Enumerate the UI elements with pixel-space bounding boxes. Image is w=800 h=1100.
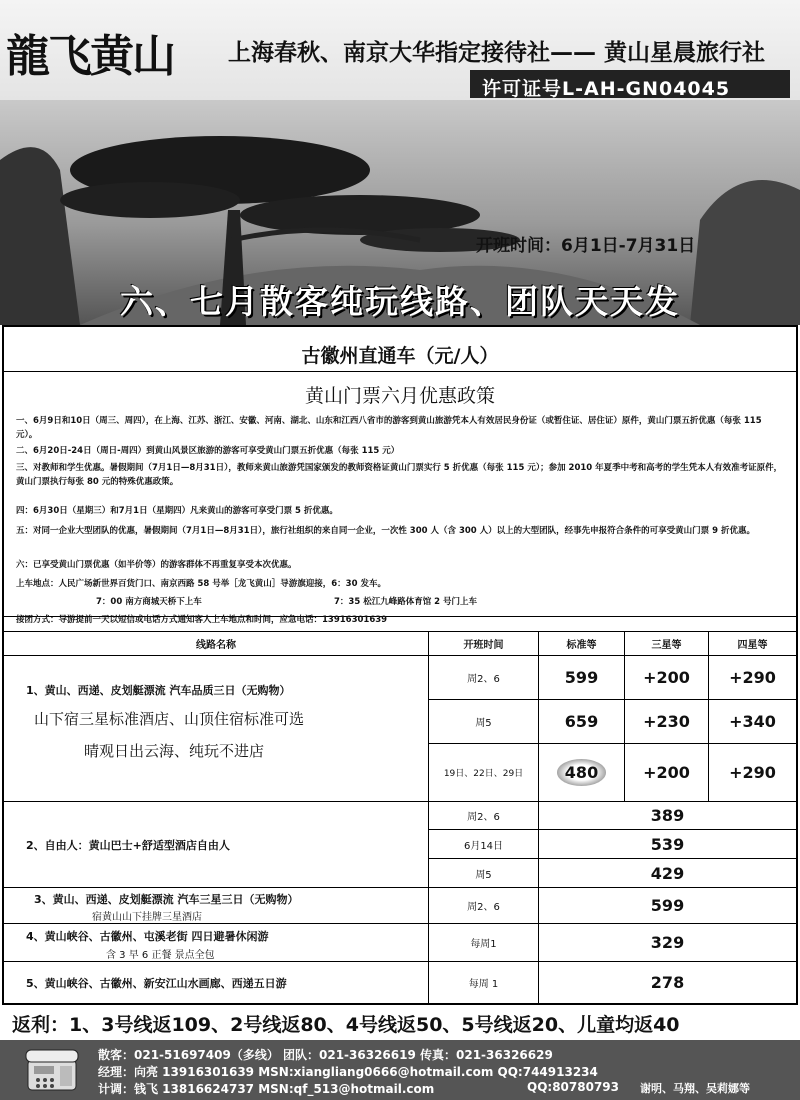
- price-cell: 389: [538, 801, 796, 829]
- policy-item: 六：已享受黄山门票优惠（如半价等）的游客群体不再重复享受本次优惠。: [16, 560, 297, 570]
- route-5-name: 5、黄山峡谷、古徽州、新安江山水画廊、西递五日游: [26, 976, 287, 990]
- price-standard: 599: [538, 655, 624, 699]
- schedule-cell: 每周 1: [428, 961, 538, 1003]
- content-panel: [2, 325, 798, 1005]
- schedule-cell: 19日、22日、29日: [428, 743, 538, 801]
- route-4-cell: [4, 923, 428, 961]
- rebate-text: 返利：1、3号线返109、2号线返80、4号线返50、5号线返20、儿童均返40: [12, 1014, 680, 1036]
- planner-contact: 计调：钱飞 13816624737 MSN:qf_513@hotmail.com: [98, 1082, 435, 1096]
- header: [0, 0, 800, 100]
- price-cell: 329: [538, 923, 796, 961]
- boarding-stop: 7：00 南方商城天桥下上车: [96, 597, 202, 607]
- pickup-method: 接团方式：导游提前一天以短信或电话方式通知客人上车地点和时间，应急电话：13916301639: [16, 615, 388, 625]
- col-header: 四星等: [708, 631, 796, 655]
- boarding-stop: 7：35 松江九峰路体育馆 2 号门上车: [334, 597, 478, 607]
- route-3-cell: [4, 887, 428, 923]
- schedule-text: 开班时间：6月1日-7月31日: [476, 236, 696, 256]
- route-2-name: 2、自由人：黄山巴士+舒适型酒店自由人: [26, 838, 230, 852]
- price-cell: 599: [538, 887, 796, 923]
- schedule-cell: 6月14日: [428, 829, 538, 858]
- schedule-cell: 周5: [428, 858, 538, 887]
- price-standard-seal: [538, 743, 624, 801]
- route-5-cell: [4, 961, 428, 1003]
- price-table: [4, 631, 796, 1003]
- logo: 龍飞黄山: [6, 31, 174, 82]
- route-4-name: 4、黄山峡谷、古徽州、屯溪老街 四日避暑休闲游: [26, 930, 269, 943]
- price-standard: 659: [538, 699, 624, 743]
- policy-item: 四：6月30日（星期三）和7月1日（星期四）凡来黄山的游客可享受门票 5 折优惠。: [16, 506, 338, 516]
- price-cell: 539: [538, 829, 796, 858]
- col-header: 三星等: [624, 631, 708, 655]
- price-three-star: +200: [624, 655, 708, 699]
- policy-item: 五：对同一企业大型团队的优惠，暑假期间（7月1日—8月31日），旅行社组织的来自同一企业，一次性 300 人（含 300 人）以上的大型团队，经事先申报符合条件的可享受黄山门票 9 折优惠。: [16, 526, 755, 536]
- hero-image: [0, 100, 800, 325]
- route-1-desc: 山下宿三星标准酒店、山顶住宿标准可选: [34, 710, 305, 728]
- contact-phones: 散客：021-51697409（多线） 团队：021-36326619 传真：021-36326629: [98, 1048, 553, 1062]
- planner-qq: QQ:80780793: [527, 1080, 619, 1094]
- policy-item: 二、6月20日-24日（周日-周四）到黄山风景区旅游的游客可享受黄山门票五折优惠（每张 115 元）: [16, 446, 400, 456]
- price-four-star: +290: [708, 655, 796, 699]
- manager-contact: 经理：向亮 13916301639 MSN:xiangliang0666@hotmail.com QQ:744913234: [98, 1065, 598, 1079]
- schedule-cell: 周2、6: [428, 801, 538, 829]
- policy-item: 三、对教师和学生优惠。暑假期间（7月1日—8月31日），教师来黄山旅游凭国家颁发的教师资格证黄山门票实行 5 折优惠（每张 115 元）；参加 2010 年夏季中考和高考的学生凭本人有效准考证原件，黄山门票执行每张 80 元的特殊优惠政策。: [16, 463, 783, 487]
- schedule-cell: 周5: [428, 699, 538, 743]
- schedule-cell: 周2、6: [428, 887, 538, 923]
- route-1-cell: [4, 655, 428, 801]
- route-1-desc: 晴观日出云海、纯玩不进店: [84, 742, 265, 760]
- staff-names: 谢明、马翔、吴莉娜等: [640, 1082, 750, 1095]
- license-number: 许可证号L-AH-GN04045: [482, 78, 731, 100]
- agency-name: 上海春秋、南京大华指定接待社—— 黄山星晨旅行社: [228, 40, 766, 66]
- route-3-name: 3、黄山、西递、皮划艇漂流 汽车三星三日（无购物）: [34, 893, 299, 906]
- slogan: 六、七月散客纯玩线路、团队天天发: [120, 282, 680, 321]
- price-four-star: +340: [708, 699, 796, 743]
- route-4-sub: 含 3 早 6 正餐 景点全包: [106, 950, 215, 961]
- telephone-icon: [24, 1046, 80, 1094]
- route-2-cell: [4, 801, 428, 887]
- policy-title: 黄山门票六月优惠政策: [304, 385, 495, 407]
- price-standard: 480: [557, 759, 606, 786]
- col-header: 标准等: [538, 631, 624, 655]
- col-header: 线路名称: [4, 631, 428, 655]
- route-1-name: 1、黄山、西递、皮划艇漂流 汽车品质三日（无购物）: [26, 684, 291, 697]
- price-three-star: +230: [624, 699, 708, 743]
- boarding-location: 上车地点：人民广场新世界百货门口、南京西路 58 号举［龙飞黄山］导游旗迎接，6：30 发车。: [16, 579, 386, 589]
- policy-item: 一、6月9日和10日（周三、周四），在上海、江苏、浙江、安徽、河南、湖北、山东和江西八省市的游客到黄山旅游凭本人有效居民身份证（或暂住证、居住证）原件，黄山门票五折优惠（每张 115 元）。: [16, 416, 762, 440]
- price-cell: 278: [538, 961, 796, 1003]
- contact-bar: [0, 1040, 800, 1100]
- price-cell: 429: [538, 858, 796, 887]
- route-3-sub: 宿黄山山下挂牌三星酒店: [92, 912, 202, 923]
- schedule-cell: 每周1: [428, 923, 538, 961]
- panel-title: 古徽州直通车（元/人）: [301, 345, 499, 367]
- col-header: 开班时间: [428, 631, 538, 655]
- price-three-star: +200: [624, 743, 708, 801]
- price-four-star: +290: [708, 743, 796, 801]
- schedule-cell: 周2、6: [428, 655, 538, 699]
